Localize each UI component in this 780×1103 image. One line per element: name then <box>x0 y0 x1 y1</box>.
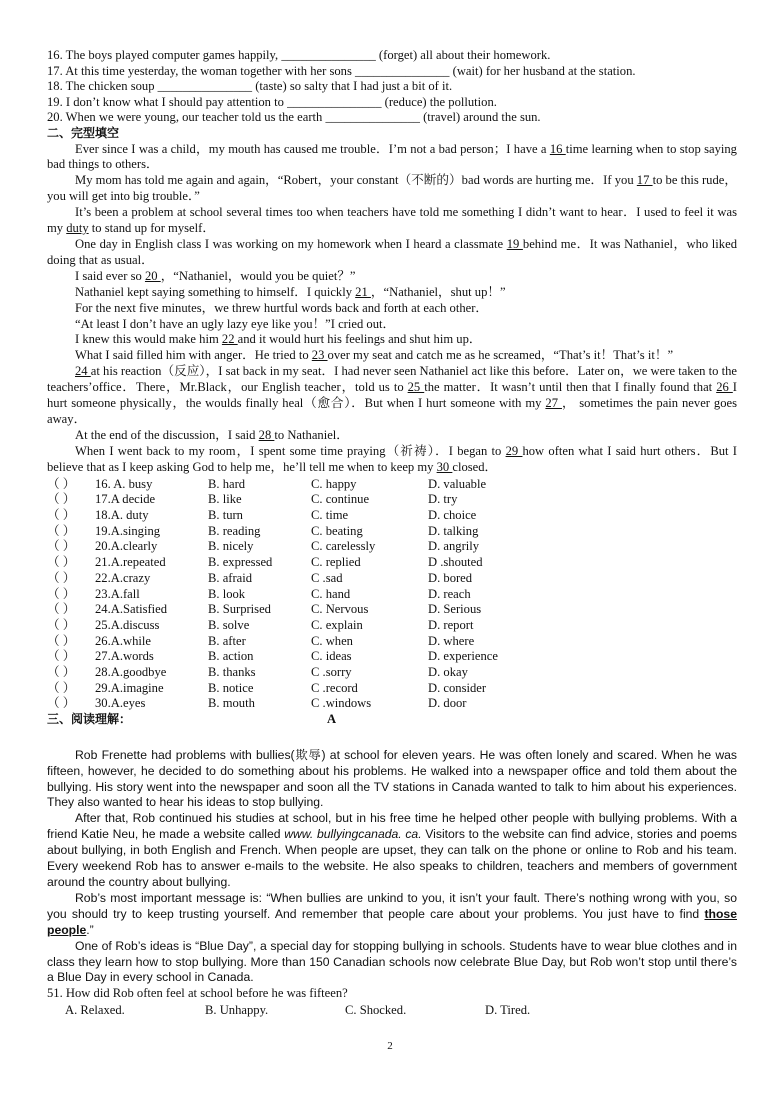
q51-option-a[interactable]: A. Relaxed. <box>65 1002 125 1017</box>
answer-bracket[interactable]: （ ） <box>47 696 76 711</box>
option-c: C. carelessly <box>311 539 376 554</box>
text-run: I knew this would make him <box>75 332 222 347</box>
those-people-phrase: those people <box>47 906 737 937</box>
option-a: 30.A.eyes <box>95 696 146 711</box>
text-run: I said ever so <box>75 268 145 283</box>
fill-in-items <box>47 48 737 126</box>
option-d: D. report <box>428 617 474 632</box>
fill-item-18: 18. The chicken soup _______________ (taste) so salty that I had just a bit of it. <box>47 79 453 94</box>
option-b: B. Surprised <box>208 602 271 617</box>
option-row <box>47 524 737 540</box>
blank-20: 20 <box>144 268 161 283</box>
answer-bracket[interactable]: （ ） <box>47 492 76 507</box>
text-run: After that, Rob continued his studies at school, but in his free time he helped other people with bullying problems. With a friend Katie Neu, he made a website called <box>47 811 737 842</box>
text-run: how often what I said hurt others．But I believe that as I keep asking God to help me，he’ll tell me when to keep my <box>47 443 737 474</box>
option-b: B. thanks <box>208 665 256 680</box>
option-b: B. like <box>208 492 242 507</box>
cloze-paragraph <box>47 205 737 237</box>
option-b: B. mouth <box>208 696 255 711</box>
blank-27: 27 <box>545 396 562 411</box>
cloze-paragraph <box>47 237 737 269</box>
blank-22: 22 <box>221 332 238 347</box>
text-run: at his reaction（反应），I sat back in my seat．I had never seen Nathaniel act like this before．Later on，we were taken to the teachers’office．There，Mr.Black，our English teacher，told us to <box>47 364 737 395</box>
cloze-paragraph <box>47 332 737 348</box>
blank-23: 23 <box>311 348 328 363</box>
option-d: D. Serious <box>428 602 482 617</box>
option-row <box>47 649 737 665</box>
option-row <box>47 618 737 634</box>
answer-bracket[interactable]: （ ） <box>47 539 76 554</box>
option-d: D. where <box>428 633 475 648</box>
blank-21: 21 <box>355 284 371 299</box>
option-b: B. afraid <box>208 570 253 585</box>
option-c: C .windows <box>311 696 372 711</box>
option-row <box>47 681 737 697</box>
option-c: C .record <box>311 680 358 695</box>
cloze-paragraph: “At least I don’t have an ugly lazy eye like you！”I cried out． <box>75 316 396 331</box>
blank-19: 19 <box>506 237 523 251</box>
text-run: behind me．It was Nathaniel，who liked doing that as usual． <box>47 237 737 267</box>
option-d: D .shouted <box>428 555 483 570</box>
blank-26: 26 <box>716 380 733 395</box>
option-row <box>47 696 737 712</box>
page-number: 2 <box>387 1040 393 1052</box>
option-a: 22.A.crazy <box>95 570 151 585</box>
text-run: to Nathaniel． <box>274 427 349 442</box>
text-run: to be this rude，you will get into big trouble．” <box>47 173 737 204</box>
option-c: C. beating <box>311 523 363 538</box>
option-row <box>47 555 737 571</box>
option-b: B. nicely <box>208 539 254 554</box>
text-run: ， sometimes the pain never goes away． <box>47 396 737 426</box>
answer-bracket[interactable]: （ ） <box>47 523 76 538</box>
option-row <box>47 665 737 681</box>
fill-item-20: 20. When we were young, our teacher told us the earth _______________ (travel) around the sun. <box>47 110 541 125</box>
text-run: Rob’s most important message is: “When bullies are unkind to you, it isn’t your fault. There’s nothing wrong with you, so you should try to keep trusting yourself. And remember that people care about your problems. You just have to find <box>47 890 737 921</box>
text-run: .” <box>86 922 94 937</box>
text-run: over my seat and catch me as he screamed，“That’s it！That’s it！” <box>327 348 674 363</box>
q51-option-c[interactable]: C. Shocked. <box>345 1002 407 1017</box>
q51-option-b[interactable]: B. Unhappy. <box>205 1002 269 1017</box>
section-3-header <box>47 712 737 728</box>
option-row <box>47 477 737 493</box>
text-run: Ever since I was a child，my mouth has caused me trouble．I’m not a bad person；I have a <box>75 141 550 156</box>
option-d: D. bored <box>428 570 473 585</box>
text-run: closed． <box>452 459 498 474</box>
option-row <box>47 587 737 603</box>
cloze-paragraph <box>47 428 737 444</box>
blank-24: 24 <box>75 364 91 379</box>
text-run: and it would hurt his feelings and shut him up． <box>237 332 482 347</box>
text-run: ，“Nathaniel，shut up！” <box>370 284 506 299</box>
reading-paragraph <box>47 811 737 891</box>
option-b: B. notice <box>208 680 254 695</box>
worksheet-page <box>47 48 737 1018</box>
text-run: What I said filled him with anger．He tried to <box>75 348 312 363</box>
answer-bracket[interactable]: （ ） <box>47 476 76 491</box>
option-b: B. solve <box>208 617 250 632</box>
option-b: B. after <box>208 633 246 648</box>
duty-word: duty <box>66 221 89 236</box>
text-run: My mom has told me again and again，“Robert，your constant（不断的）bad words are hurting me．If you <box>75 173 637 188</box>
text-run: One day in English class I was working on my homework when I heard a classmate <box>75 237 507 251</box>
question-51-stem: 51. How did Rob often feel at school before he was fifteen? <box>47 986 348 1001</box>
option-a: 16. A. busy <box>95 476 153 491</box>
fill-item-16: 16. The boys played computer games happily, _______________ (forget) all about their homework. <box>47 48 551 62</box>
cloze-passage <box>47 142 737 476</box>
website-url: www. bullyingcanada. ca. <box>284 827 422 842</box>
answer-bracket[interactable]: （ ） <box>47 665 76 680</box>
cloze-paragraph <box>47 142 737 174</box>
text-run: Visitors to the website can find advice, stories and poems about bullying, in both English and French. When people are upset, they can talk on the phone or online to Rob and his team. Every weekend Rob has to answer e-mails to the website. He also speaks to children, teachers and members of government around the country about bullying. <box>47 827 737 889</box>
option-c: C. explain <box>311 617 363 632</box>
text-run: ，“Nathaniel，would you be quiet？” <box>160 268 356 283</box>
blank-28: 28 <box>258 427 275 442</box>
blank-30: 30 <box>436 459 453 474</box>
answer-bracket[interactable]: （ ） <box>47 680 76 695</box>
option-d: D. consider <box>428 680 487 695</box>
text-run: It’s been a problem at school several times too when teachers have told me something I didn’t want to hear．I used to feel it was my <box>47 205 737 236</box>
option-c: C. continue <box>311 492 370 507</box>
option-d: D. talking <box>428 523 479 538</box>
option-a: 23.A.fall <box>95 586 140 601</box>
fill-item-19: 19. I don’t know what I should pay attention to _______________ (reduce) the pollution. <box>47 94 497 109</box>
option-b: B. reading <box>208 523 261 538</box>
text-a-label: A <box>327 712 337 727</box>
option-c: C. replied <box>311 555 361 570</box>
option-c: C. time <box>311 508 349 522</box>
reading-paragraph: Rob Frenette had problems with bullies(欺辱) at school for eleven years. He was often lonely and scared. When he was fifteen, however, he decided to do something about his problems. He walked into a newspaper office and told them about the bullying. His story went into the newspaper and soon all the TV stations in Canada wanted to talk to him about his experiences. They also wanted to hear his ideas to stop bullying. <box>47 747 737 810</box>
option-d: D. choice <box>428 508 477 522</box>
option-d: D. experience <box>428 649 498 664</box>
text-run: At the end of the discussion，I said <box>75 427 259 442</box>
option-a: 20.A.clearly <box>95 539 158 554</box>
option-row <box>47 539 737 555</box>
option-a: 27.A.words <box>95 649 154 664</box>
cloze-paragraph <box>47 173 737 205</box>
option-a: 21.A.repeated <box>95 555 166 570</box>
blank-29: 29 <box>505 443 523 458</box>
option-c: C .sorry <box>311 665 352 680</box>
option-a: 18.A. duty <box>95 508 149 522</box>
q51-option-d[interactable]: D. Tired. <box>485 1002 531 1017</box>
section-2-title: 二、完型填空 <box>47 125 120 140</box>
option-d: D. reach <box>428 586 471 601</box>
answer-bracket[interactable]: （ ） <box>47 602 76 617</box>
answer-bracket[interactable]: （ ） <box>47 555 76 570</box>
blank-16: 16 <box>549 141 566 156</box>
option-a: 24.A.Satisfied <box>95 602 168 617</box>
text-run: I hurt someone physically，the woulds finally heal（愈合）．But when I hurt someone with my <box>47 380 737 411</box>
fill-item-17: 17. At this time yesterday, the woman together with her sons _______________ (wait) for her husband at the station. <box>47 63 636 78</box>
option-row <box>47 492 737 508</box>
option-a: 29.A.imagine <box>95 680 164 695</box>
option-c: C. hand <box>311 586 351 601</box>
option-d: D. angrily <box>428 539 480 554</box>
cloze-paragraph <box>47 348 737 364</box>
blank-25: 25 <box>407 380 425 395</box>
cloze-paragraph: For the next five minutes，we threw hurtful words back and forth at each other． <box>75 300 489 315</box>
cloze-paragraph <box>47 444 737 476</box>
answer-bracket[interactable]: （ ） <box>47 508 76 522</box>
option-b: B. expressed <box>208 555 273 570</box>
answer-bracket[interactable]: （ ） <box>47 649 76 664</box>
option-b: B. turn <box>208 508 243 522</box>
option-b: B. look <box>208 586 246 601</box>
cloze-paragraph <box>47 364 737 428</box>
option-c: C. happy <box>311 476 357 491</box>
option-row <box>47 602 737 618</box>
option-c: C .sad <box>311 570 343 585</box>
reading-passage <box>47 748 737 987</box>
option-a: 25.A.discuss <box>95 617 160 632</box>
option-d: D. okay <box>428 665 468 680</box>
answer-bracket[interactable]: （ ） <box>47 617 76 632</box>
answer-bracket[interactable]: （ ） <box>47 570 76 585</box>
option-a: 17.A decide <box>95 492 156 507</box>
text-run: the matter．It wasn’t until then that I finally found that <box>424 380 717 395</box>
question-51-options <box>47 1002 737 1018</box>
cloze-options <box>47 477 737 713</box>
option-b: B. hard <box>208 476 246 491</box>
reading-paragraph <box>47 891 737 939</box>
answer-bracket[interactable]: （ ） <box>47 586 76 601</box>
option-c: C. when <box>311 633 353 648</box>
reading-paragraph: One of Rob’s ideas is “Blue Day”, a special day for stopping bullying in schools. Students have to wear blue clothes and in class they learn how to stop bullying. More than 150 Canadian schools now celebrate Blue Day, but Rob won’t stop until there’s a Blue Day in every school in Canada. <box>47 938 737 985</box>
option-b: B. action <box>208 649 254 664</box>
option-d: D. try <box>428 492 458 507</box>
option-c: C. Nervous <box>311 602 369 617</box>
option-row <box>47 634 737 650</box>
option-d: D. valuable <box>428 476 487 491</box>
text-run: to stand up for myself． <box>88 221 215 236</box>
cloze-paragraph <box>47 269 737 285</box>
option-row <box>47 571 737 587</box>
text-run: When I went back to my room，I spent some time praying（祈祷）．I began to <box>75 443 506 458</box>
answer-bracket[interactable]: （ ） <box>47 633 76 648</box>
cloze-paragraph <box>47 285 737 301</box>
option-row <box>47 508 737 524</box>
option-c: C. ideas <box>311 649 352 664</box>
option-a: 26.A.while <box>95 633 151 648</box>
option-d: D. door <box>428 696 467 711</box>
section-3-title: 三、阅读理解： <box>47 712 132 727</box>
blank-17: 17 <box>636 173 653 188</box>
text-run: time learning when to stop saying bad things to others． <box>47 141 737 172</box>
option-a: 28.A.goodbye <box>95 665 167 680</box>
option-a: 19.A.singing <box>95 523 161 538</box>
text-run: Nathaniel kept saying something to himself．I quickly <box>75 284 356 299</box>
